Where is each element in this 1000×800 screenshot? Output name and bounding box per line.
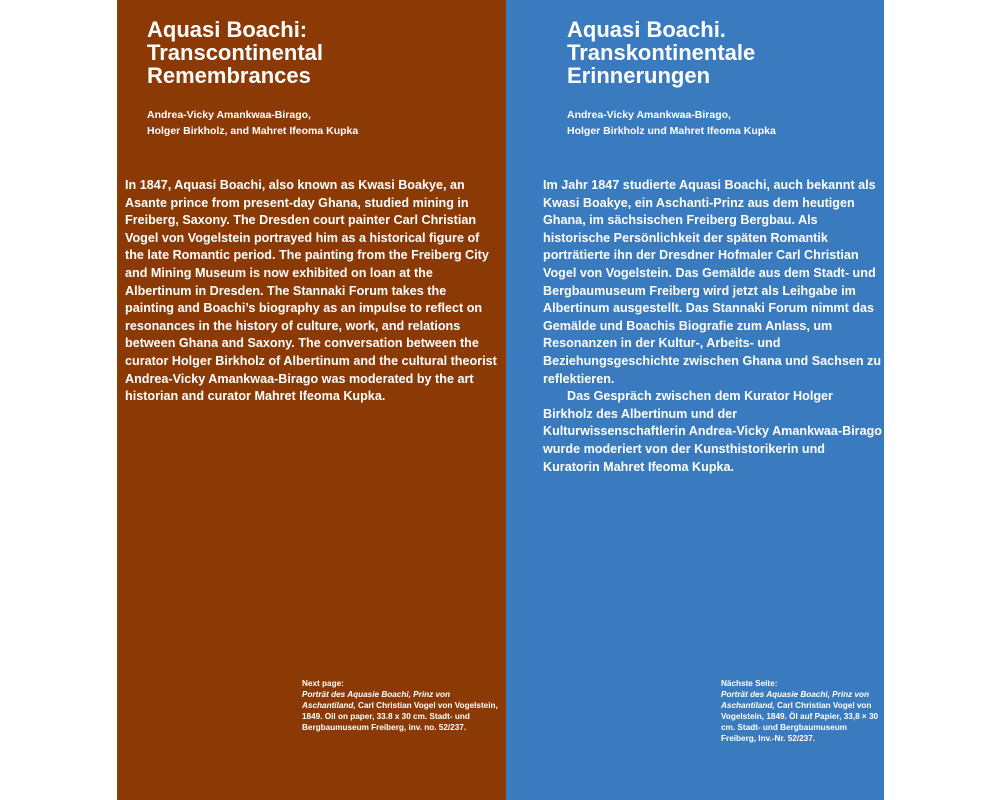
english-panel: [117, 0, 506, 800]
english-title-line: Aquasi Boachi:: [147, 17, 308, 42]
german-body-paragraph: Im Jahr 1847 studierte Aquasi Boachi, auch bekannt als Kwasi Boakye, ein Aschanti-Prinz aus dem heutigen Ghana, im sächsischen Freiberg Bergbau. Als historische Persönlichkeit der späten Romantik porträtierte ihn der Dresdner Hofmaler Carl Christian Vogel von Vogelstein. Das Gemälde aus dem Stadt- und Bergbaumuseum Freiberg wird jetzt als Leihgabe im Albertinum ausgestellt. Das Stannaki Forum nimmt das Gemälde und Boachis Biografie zum Anlass, um Resonanzen in der Kultur-, Arbeits- und Beziehungsgeschichte zwischen Ghana und Sachsen zu reflektieren.: [543, 178, 882, 386]
german-panel: [506, 0, 884, 800]
english-authors-line: Andrea-Vicky Amankwaa-Birago,: [147, 109, 311, 121]
german-authors: [567, 107, 867, 139]
english-authors-line: Holger Birkholz, and Mahret Ifeoma Kupka: [147, 125, 359, 137]
english-caption: [302, 678, 502, 733]
german-body-paragraph: Das Gespräch zwischen dem Kurator Holger Birkholz des Albertinum und der Kulturwissenschaftlerin Andrea-Vicky Amankwaa-Birago wurde moderiert von der Kunsthistorikerin und Kuratorin Mahret Ifeoma Kupka.: [543, 389, 882, 474]
english-caption-work-title: Porträt des Aquasie Boachi, Prinz von Aschantiland,: [302, 690, 451, 710]
english-caption-label: Next page:: [302, 679, 344, 688]
german-caption-work-title: Porträt des Aquasie Boachi, Prinz von Aschantiland,: [721, 690, 870, 710]
english-title: [147, 18, 487, 87]
german-caption-label: Nächste Seite:: [721, 679, 778, 688]
english-body-paragraph: In 1847, Aquasi Boachi, also known as Kwasi Boakye, an Asante prince from present-day Ghana, studied mining in Freiberg, Saxony. The Dresden court painter Carl Christian Vogel von Vogelstein portrayed him as a historical figure of the late Romantic period. The painting from the Freiberg City and Mining Museum is now exhibited on loan at the Albertinum in Dresden. The Stannaki Forum takes the painting and Boachi’s biography as an impulse to reflect on resonances in the history of culture, work, and relations between Ghana and Saxony. The conversation between the curator Holger Birkholz of Albertinum and the cultural theorist Andrea-Vicky Amankwaa-Birago was moderated by the art historian and curator Mahret Ifeoma Kupka.: [125, 178, 497, 404]
german-title-line: Erinnerungen: [567, 63, 711, 88]
english-title-line: Remembrances: [147, 63, 311, 88]
english-title-line: Transcontinental: [147, 40, 324, 65]
english-caption-details: Carl Christian Vogel von Vogelstein, 1849. Oil on paper, 33.8 x 30 cm. Stadt- und Bergbaumuseum Freiberg, inv. no. 52/237.: [302, 701, 498, 732]
german-title: [567, 18, 867, 87]
german-caption: [721, 678, 881, 744]
german-authors-line: Andrea-Vicky Amankwaa-Birago,: [567, 109, 731, 121]
german-caption-details: Carl Christian Vogel von Vogelstein, 1849. Öl auf Papier, 33,8 × 30 cm. Stadt- und Bergbaumuseum Freiberg, Inv.-Nr. 52/237.: [721, 701, 879, 743]
english-authors: [147, 107, 487, 139]
german-body-text: [543, 177, 883, 476]
english-body-text: [125, 177, 497, 406]
german-title-line: Aquasi Boachi.: [567, 17, 726, 42]
german-authors-line: Holger Birkholz und Mahret Ifeoma Kupka: [567, 125, 776, 137]
german-title-line: Transkontinentale: [567, 40, 756, 65]
